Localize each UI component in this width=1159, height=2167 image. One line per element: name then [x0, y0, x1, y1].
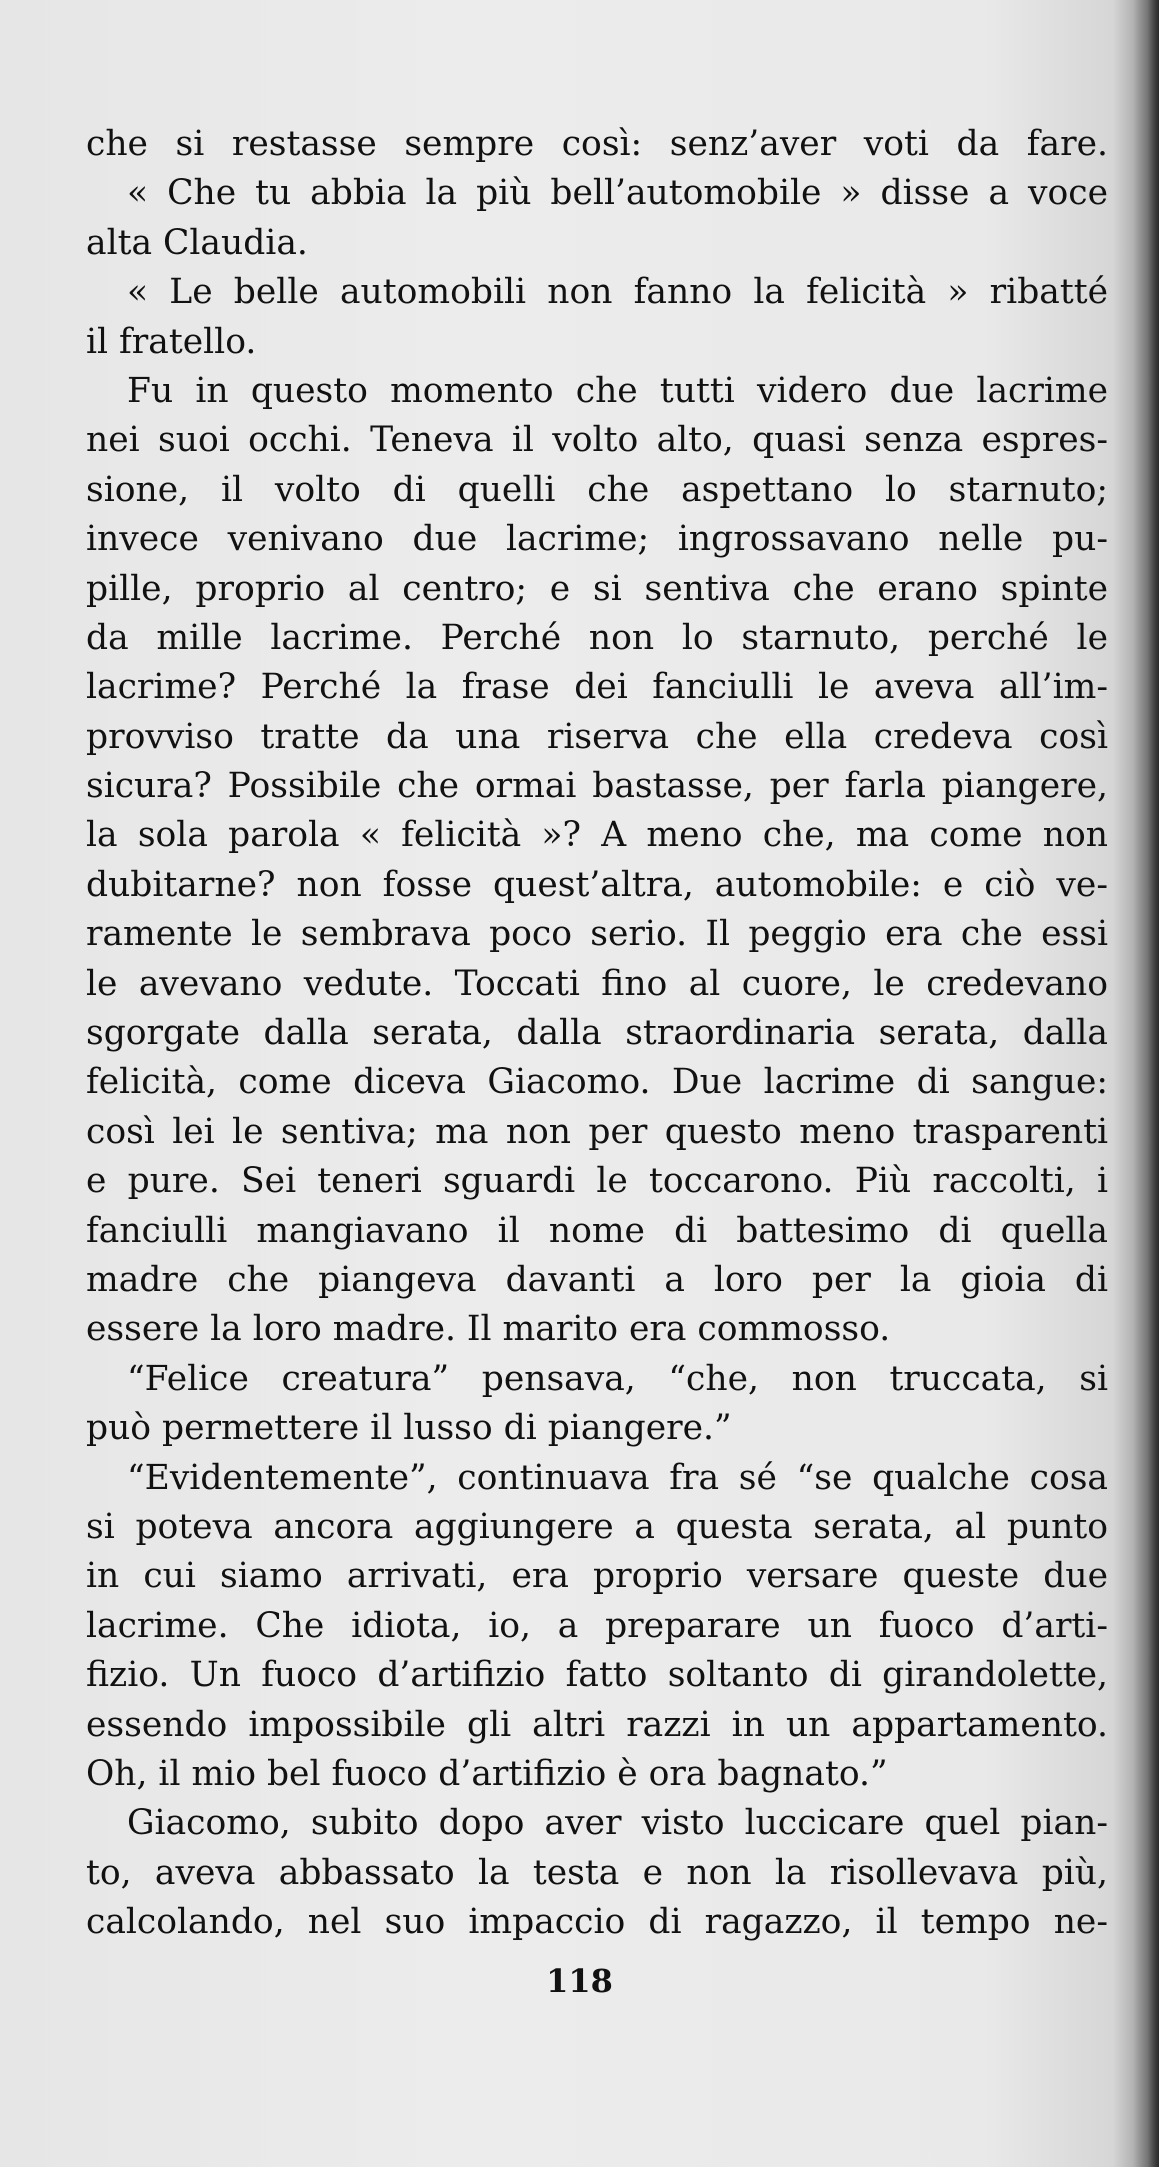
text-line: lacrime? Perché la frase dei fanciulli le aveva all’im-: [86, 667, 1108, 708]
text-line: pille, proprio al centro; e si sentiva che erano spinte: [86, 568, 1108, 609]
text-line: fizio. Un fuoco d’artifizio fatto soltanto di girandolette,: [86, 1655, 1108, 1696]
text-line: che si restasse sempre così: senz’aver voti da fare.: [86, 124, 1108, 164]
text-line: fanciulli mangiavano il nome di battesimo di quella: [86, 1210, 1108, 1251]
body-text: [86, 120, 1108, 1947]
text-line: nei suoi occhi. Teneva il volto alto, quasi senza espres-: [86, 420, 1108, 461]
text-line: « Le belle automobili non fanno la felicità » ribatté: [127, 272, 1108, 313]
text-line: invece venivano due lacrime; ingrossavano nelle pu-: [86, 519, 1108, 560]
text-line: il fratello.: [86, 321, 257, 362]
text-line: madre che piangeva davanti a loro per la gioia di: [86, 1259, 1108, 1300]
text-line: dubitarne? non fosse quest’altra, automobile: e ciò ve-: [86, 864, 1108, 905]
text-line: « Che tu abbia la più bell’automobile » disse a voce: [127, 173, 1108, 214]
text-line: e pure. Sei teneri sguardi le toccarono. Più raccolti, i: [86, 1161, 1108, 1202]
text-line: to, aveva abbassato la testa e non la risollevava più,: [86, 1852, 1108, 1893]
text-line: Oh, il mio bel fuoco d’artifizio è ora bagnato.”: [86, 1753, 888, 1794]
text-line: essendo impossibile gli altri razzi in un appartamento.: [86, 1704, 1108, 1745]
text-line: le avevano vedute. Toccati fino al cuore, le credevano: [86, 963, 1108, 1004]
text-line: può permettere il lusso di piangere.”: [86, 1408, 732, 1449]
text-line: ramente le sembrava poco serio. Il peggio era che essi: [86, 914, 1108, 955]
text-line: “Evidentemente”, continuava fra sé “se qualche cosa: [127, 1457, 1108, 1498]
text-line: Fu in questo momento che tutti videro due lacrime: [127, 370, 1108, 411]
text-line: Giacomo, subito dopo aver visto luccicare quel pian-: [127, 1803, 1108, 1844]
text-line: lacrime. Che idiota, io, a preparare un fuoco d’arti-: [86, 1605, 1108, 1646]
text-line: da mille lacrime. Perché non lo starnuto, perché le: [86, 617, 1108, 658]
text-line: felicità, come diceva Giacomo. Due lacrime di sangue:: [86, 1062, 1108, 1103]
spine-shadow: [1133, 0, 1159, 2167]
text-line: la sola parola « felicità »? A meno che, ma come non: [86, 815, 1108, 856]
text-line: “Felice creatura” pensava, “che, non truccata, si: [127, 1358, 1108, 1399]
text-line: alta Claudia.: [86, 222, 308, 263]
text-line: calcolando, nel suo impaccio di ragazzo, il tempo ne-: [86, 1902, 1108, 1943]
text-line: in cui siamo arrivati, era proprio versare queste due: [86, 1556, 1108, 1597]
text-line: sicura? Possibile che ormai bastasse, per farla piangere,: [86, 766, 1108, 807]
text-line: si poteva ancora aggiungere a questa serata, al punto: [86, 1506, 1108, 1547]
text-line: sione, il volto di quelli che aspettano lo starnuto;: [86, 469, 1108, 510]
page-number: 118: [546, 1962, 613, 2000]
text-line: così lei le sentiva; ma non per questo meno trasparenti: [86, 1111, 1108, 1152]
text-line: sgorgate dalla serata, dalla straordinaria serata, dalla: [86, 1013, 1108, 1054]
text-line: provviso tratte da una riserva che ella credeva così: [86, 716, 1108, 757]
text-line: essere la loro madre. Il marito era commosso.: [86, 1309, 891, 1350]
